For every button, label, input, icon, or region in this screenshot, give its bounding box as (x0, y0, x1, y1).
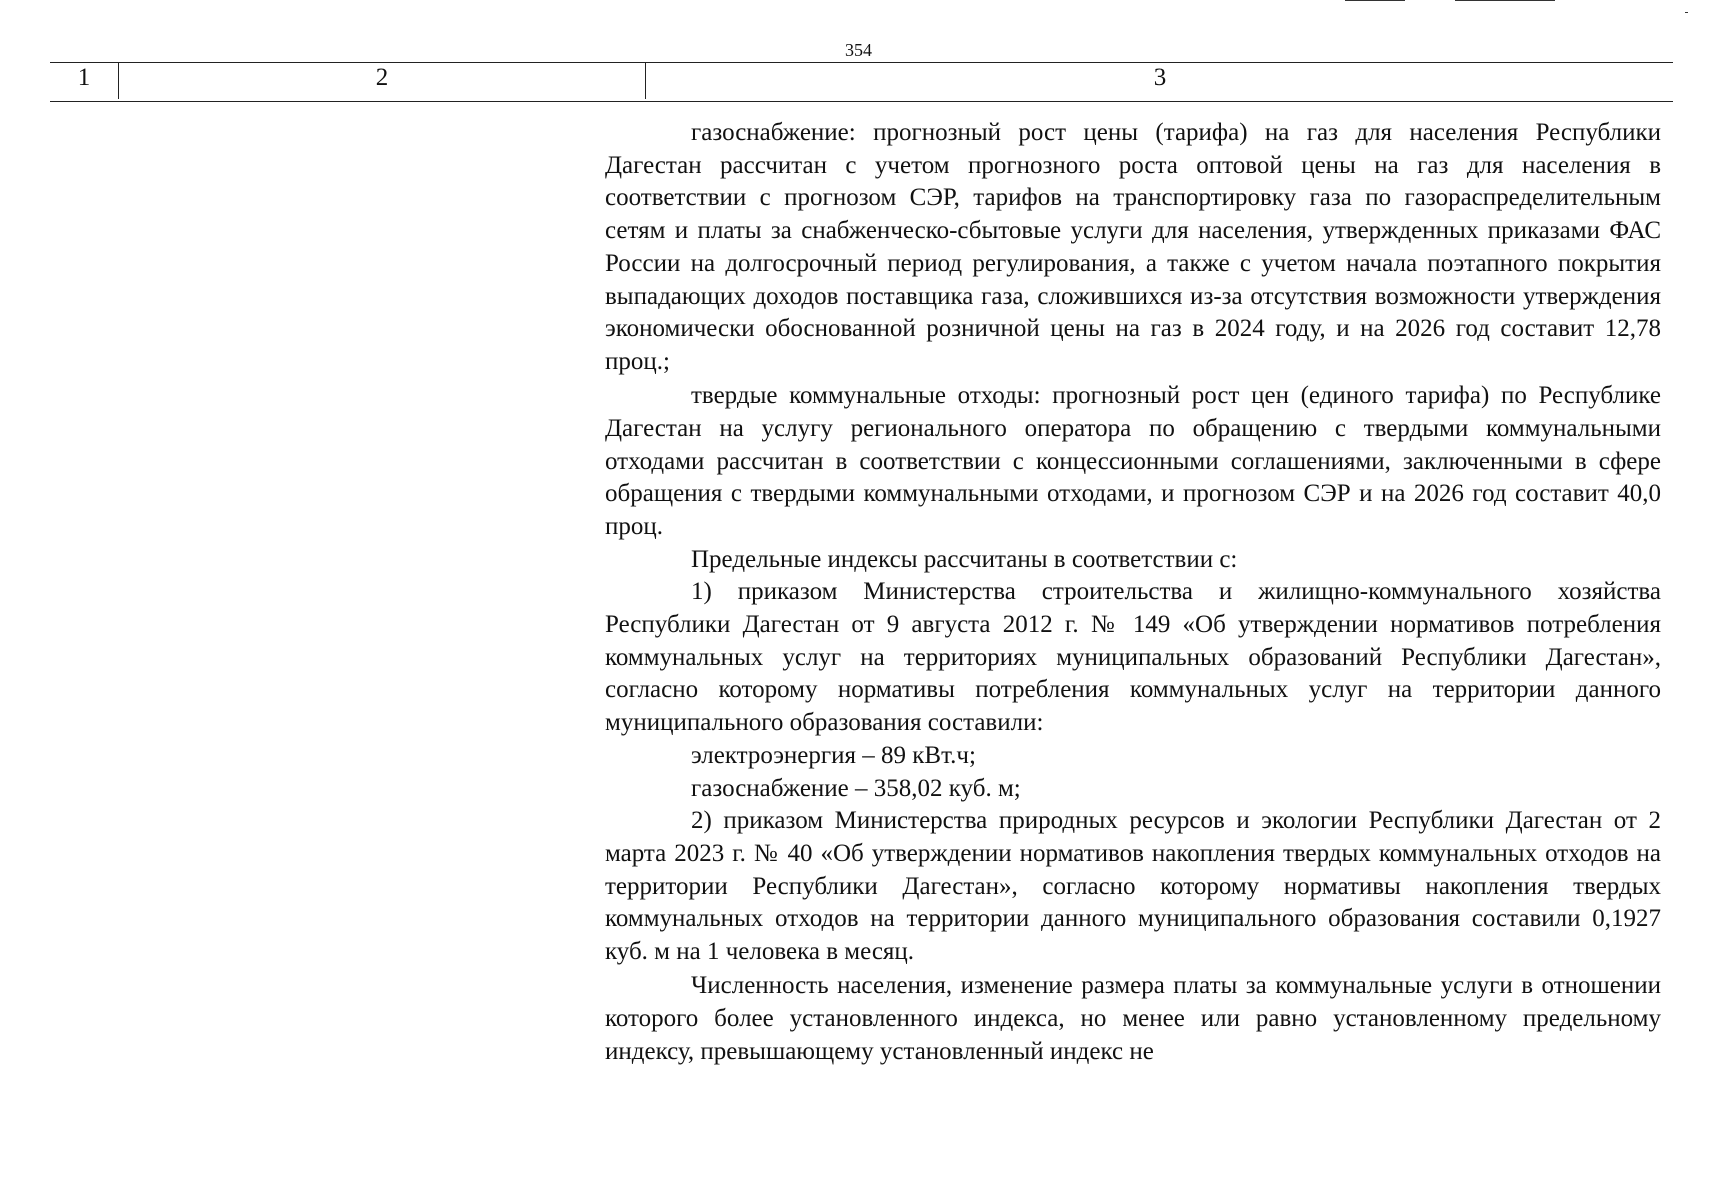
paragraph-gas-norm: газоснабжение – 358,02 куб. м; (691, 774, 1021, 802)
paragraph-population: Численность населения, изменение размера платы за коммунальные услуги в отношении которого более установленного индекса, но менее или равно установленному предельному индексу, превышающему установленный индекс не (605, 972, 1661, 1065)
column-number-header (50, 62, 1673, 102)
column-header-3: 3 (1153, 64, 1167, 91)
paragraph-solid-waste: твердые коммунальные отходы: прогнозный рост цен (единого тарифа) по Республике Дагестан на услугу регионального оператора по обращению с твердыми коммунальными отходами рассчитан в соответствии с концессионными соглашениями, заключенными в сфере обращения с твердыми коммунальными отходами, и прогнозом СЭР и на 2026 год составит 40,0 проц. (605, 382, 1661, 540)
paragraph-order-ecology: 2) приказом Министерства природных ресурсов и экологии Республики Дагестан от 2 марта 2023 г. № 40 «Об утверждении нормативов накопления твердых коммунальных отходов на территории Республики Дагестан», согласно которому нормативы накопления твердых коммунальных отходов на территории данного муниципального образования составили 0,1927 куб. м на 1 человека в месяц. (605, 807, 1661, 966)
document-body (605, 117, 1661, 1068)
scan-mark-top-right-2 (1455, 0, 1555, 1)
paragraph-gas-supply: газоснабжение: прогнозный рост цены (тарифа) на газ для населения Республики Дагестан рассчитан с учетом прогнозного роста оптовой цены на газ для населения в соответствии с прогнозом СЭР, тарифов на транспортировку газа по газораспределительным сетям и платы за снабженческо-сбытовые услуги для населения, утвержденных приказами ФАС России на долгосрочный период регулирования, а также с учетом начала поэтапного покрытия выпадающих доходов поставщика газа, сложившихся из-за отсутствия возможности утверждения экономически обоснованной розничной цены на газ в 2024 году, и на 2026 год составит 12,78 проц.; (605, 119, 1661, 375)
paragraph-order-construction: 1) приказом Министерства строительства и жилищно-коммунального хозяйства Республики Дагестан от 9 августа 2012 г. № 149 «Об утверждении нормативов потребления коммунальных услуг на территориях муниципальных образований Республики Дагестан», согласно которому нормативы потребления коммунальных услуг на территории данного муниципального образования составили: (605, 578, 1661, 737)
column-header-1: 1 (50, 63, 119, 99)
paragraph-limit-indices: Предельные индексы рассчитаны в соответствии с: (691, 545, 1238, 573)
column-header-2: 2 (119, 63, 646, 99)
scan-mark-top-right-1 (1345, 0, 1405, 1)
paragraph-electricity-norm: электроэнергия – 89 кВт.ч; (691, 741, 976, 769)
page-number: 354 (845, 40, 872, 60)
scan-mark-top-right-3 (1685, 12, 1688, 13)
